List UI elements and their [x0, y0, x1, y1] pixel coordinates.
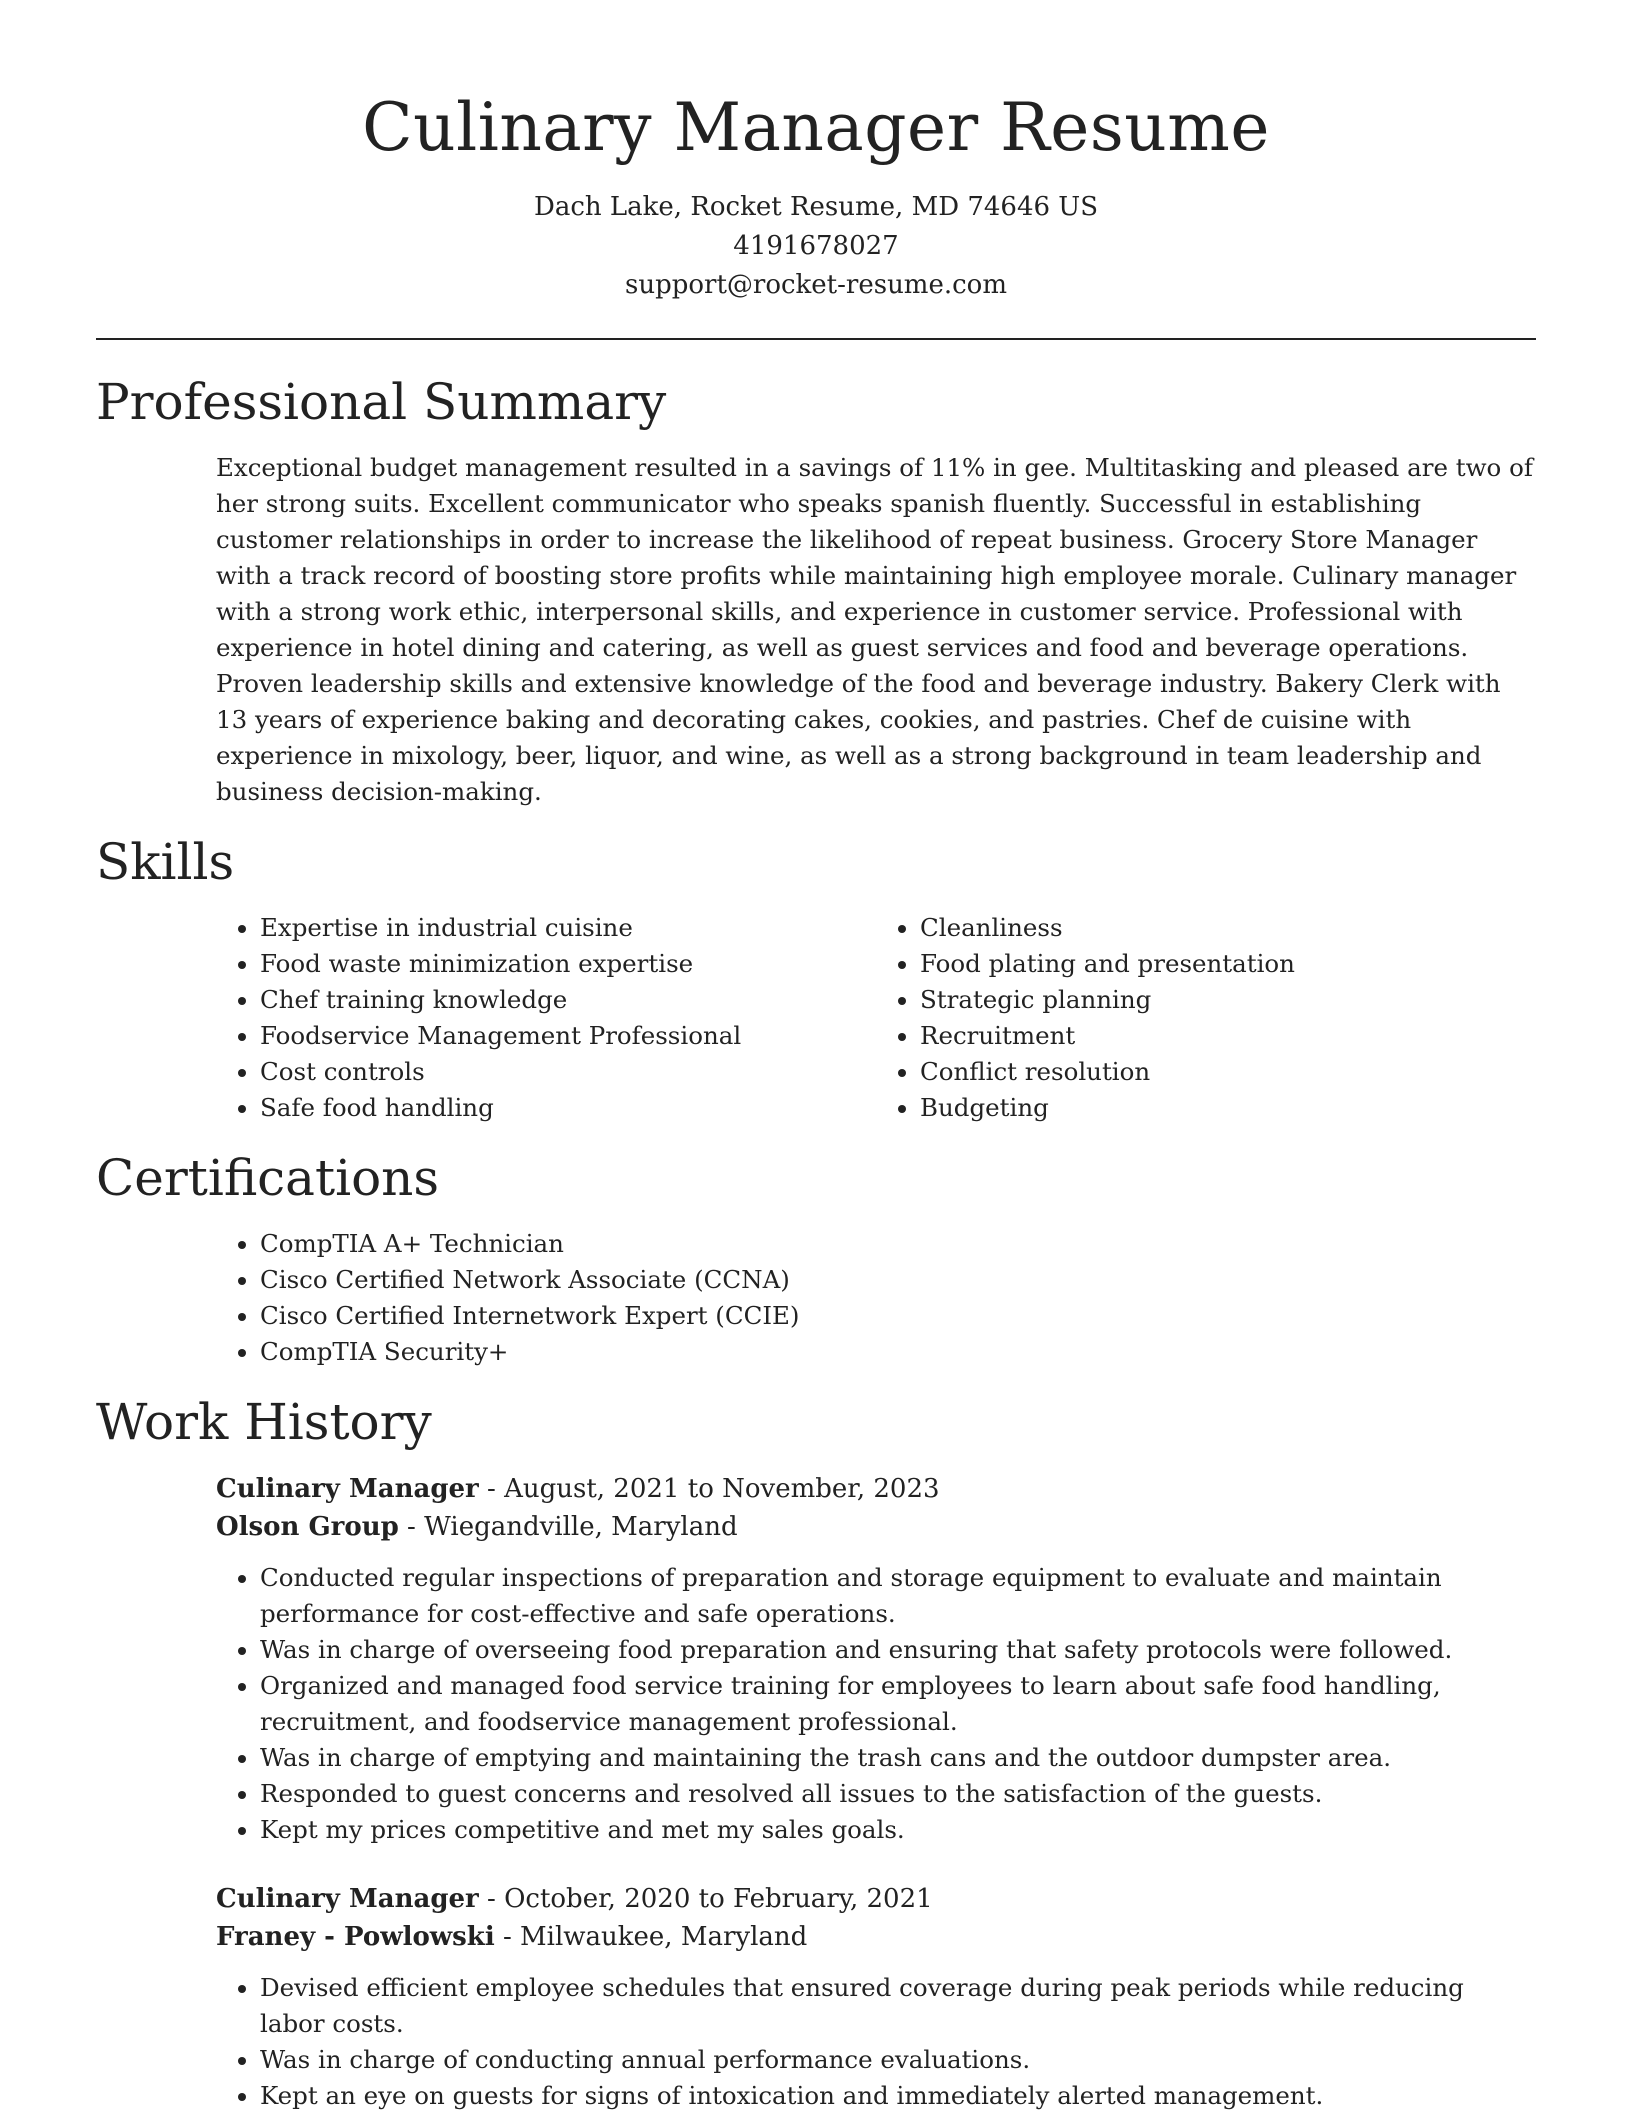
skill-item: • Food waste minimization expertise — [260, 946, 876, 982]
job-company: Olson Group — [216, 1512, 399, 1542]
skill-item: • Foodservice Management Professional — [260, 1018, 876, 1054]
certification-item: • CompTIA Security+ — [260, 1334, 1536, 1370]
page-title: Culinary Manager Resume — [362, 89, 1270, 166]
skill-item: • Strategic planning — [920, 982, 1536, 1018]
summary-text: Exceptional budget management resulted in a savings of 11% in gee. Multitasking and pleased are two of her strong suits. Excellent communicator who speaks spanish fluently. Successful in establishing customer relationships in order to increase the likelihood of repeat business. Grocery Store Manager with a track record of boosting store profits while maintaining high employee morale. Culinary manager with a strong work ethic, interpersonal skills, and experience in customer service. Professional with experience in hotel dining and catering, as well as guest services and food and beverage operations. Proven leadership skills and extensive knowledge of the food and beverage industry. Bakery Clerk with 13 years of experience baking and decorating cakes, cookies, and pastries. Chef de cuisine with experience in mixology, beer, liquor, and wine, as well as a strong background in team leadership and business decision-making. — [216, 453, 1533, 806]
job-duty: • Was in charge of conducting annual performance evaluations. — [260, 2042, 1536, 2078]
job-title: Culinary Manager — [216, 1884, 479, 1914]
skill-item: • Expertise in industrial cuisine — [260, 910, 876, 946]
phone-line: 4191678027 — [733, 231, 899, 261]
certification-item: • Cisco Certified Network Associate (CCNA) — [260, 1262, 1536, 1298]
skill-item: • Budgeting — [920, 1090, 1536, 1126]
job-duty: • Was in charge of overseeing food preparation and ensuring that safety protocols were followed. — [260, 1632, 1536, 1668]
work-history-section — [96, 1392, 1536, 2114]
job-location: - Wiegandville, Maryland — [398, 1512, 738, 1542]
skills-list-right — [876, 910, 1536, 1126]
email-line: support@rocket-resume.com — [624, 270, 1007, 300]
address-line: Dach Lake, Rocket Resume, MD 74646 US — [533, 192, 1099, 222]
certification-item: • Cisco Certified Internetwork Expert (CCIE) — [260, 1298, 1536, 1334]
skills-section — [96, 832, 1536, 1126]
summary-heading: Professional Summary — [96, 373, 667, 431]
summary-section — [96, 372, 1536, 810]
skills-heading: Skills — [96, 833, 235, 891]
job-dates: - August, 2021 to November, 2023 — [478, 1474, 940, 1504]
job-duty: • Kept my prices competitive and met my sales goals. — [260, 1812, 1536, 1848]
job-duty: • Responded to guest concerns and resolved all issues to the satisfaction of the guests. — [260, 1776, 1536, 1812]
job-company-line — [216, 1508, 1536, 1546]
job-entry — [216, 1470, 1536, 1848]
skill-item: • Recruitment — [920, 1018, 1536, 1054]
skill-item: • Food plating and presentation — [920, 946, 1536, 982]
job-duty: • Was in charge of emptying and maintaining the trash cans and the outdoor dumpster area. — [260, 1740, 1536, 1776]
skill-item: • Conflict resolution — [920, 1054, 1536, 1090]
job-company: Franey - Powlowski — [216, 1922, 495, 1952]
skills-list-left — [216, 910, 876, 1126]
job-dates: - October, 2020 to February, 2021 — [478, 1884, 933, 1914]
certification-item: • CompTIA A+ Technician — [260, 1226, 1536, 1262]
job-duties-list — [216, 1970, 1536, 2114]
contact-info — [96, 188, 1536, 305]
job-entry — [216, 1880, 1536, 2114]
header-divider — [96, 338, 1536, 340]
job-duty: • Devised efficient employee schedules that ensured coverage during peak periods while reducing labor costs. — [260, 1970, 1536, 2042]
job-duty: • Conducted regular inspections of preparation and storage equipment to evaluate and maintain performance for cost-effective and safe operations. — [260, 1560, 1536, 1632]
certifications-list — [216, 1226, 1536, 1370]
job-title: Culinary Manager — [216, 1474, 479, 1504]
job-duty: • Kept an eye on guests for signs of intoxication and immediately alerted management. — [260, 2078, 1536, 2114]
certifications-section — [96, 1148, 1536, 1370]
skills-columns — [216, 910, 1536, 1126]
skill-item: • Cleanliness — [920, 910, 1536, 946]
job-title-line — [216, 1470, 1536, 1508]
job-duty: • Organized and managed food service training for employees to learn about safe food handling, recruitment, and foodservice management professional. — [260, 1668, 1536, 1740]
skill-item: • Chef training knowledge — [260, 982, 876, 1018]
skill-item: • Safe food handling — [260, 1090, 876, 1126]
job-title-line — [216, 1880, 1536, 1918]
skill-item: • Cost controls — [260, 1054, 876, 1090]
job-duties-list — [216, 1560, 1536, 1848]
work-history-heading: Work History — [96, 1393, 432, 1451]
job-location: - Milwaukee, Maryland — [494, 1922, 808, 1952]
resume-header — [96, 0, 1536, 340]
job-company-line — [216, 1918, 1536, 1956]
certifications-heading: Certifications — [96, 1149, 440, 1207]
